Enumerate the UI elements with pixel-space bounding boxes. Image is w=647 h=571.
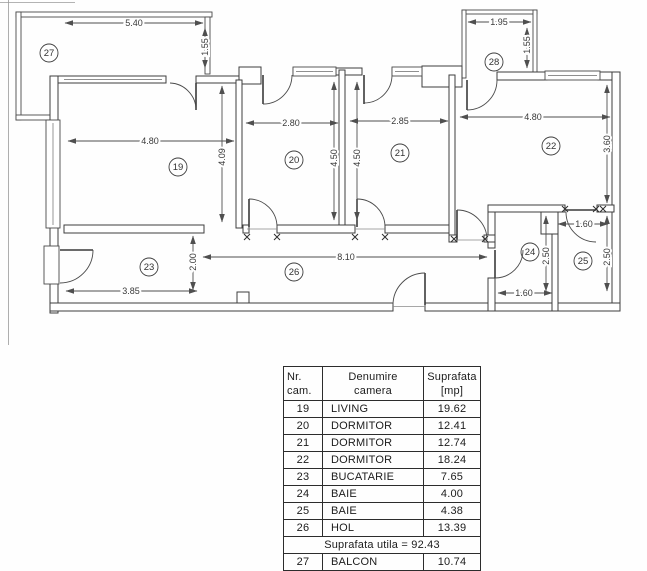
room-name: HOL: [323, 520, 424, 537]
room-area: 4.38: [424, 503, 481, 520]
room-area: 12.74: [424, 435, 481, 452]
svg-text:25: 25: [577, 256, 589, 268]
room-nr: 22: [284, 452, 323, 469]
room-area: 12.41: [424, 418, 481, 435]
area-table: [283, 366, 481, 571]
dim-balc27-width: 5.40: [125, 18, 143, 28]
svg-text:21: 21: [394, 148, 406, 160]
room-area: 13.39: [424, 520, 481, 537]
room-number-21: [391, 144, 409, 162]
svg-text:26: 26: [288, 267, 300, 279]
room-name: DORMITOR: [323, 418, 424, 435]
table-row: [284, 401, 481, 418]
dim-dorm20-width: 2.80: [282, 118, 300, 128]
room-number-28: [485, 53, 503, 71]
room-nr: 26: [284, 520, 323, 537]
header-name-line1: Denumire: [348, 370, 398, 383]
svg-text:22: 22: [545, 141, 557, 153]
room-number-22: [542, 137, 560, 155]
room-nr: 19: [284, 401, 323, 418]
dim-dorm20-depth: 4.50: [329, 149, 339, 167]
table-row: [284, 520, 481, 537]
door-arc-kitchen: [60, 250, 93, 283]
svg-text:28: 28: [488, 57, 500, 69]
room-area: 18.24: [424, 452, 481, 469]
dim-dorm22-width: 4.80: [524, 112, 542, 122]
room-name: LIVING: [323, 401, 424, 418]
room-name: BAIE: [323, 503, 424, 520]
svg-text:27: 27: [43, 48, 55, 60]
door-arc-dorm21-hall: [357, 199, 385, 227]
room-name: DORMITOR: [323, 435, 424, 452]
door-arc-balcony28: [467, 80, 497, 110]
room-name: DORMITOR: [323, 452, 424, 469]
table-row: [284, 486, 481, 503]
header-name-line2: camera: [354, 384, 392, 397]
dim-balc28-width: 1.95: [490, 17, 508, 27]
summary-total-area: Suprafata utila = 92.43: [284, 537, 481, 554]
room-name: BUCATARIE: [323, 469, 424, 486]
room-number-27: [40, 44, 58, 62]
dim-baie24-depth: 2.50: [541, 247, 551, 265]
room-number-25: [574, 252, 592, 270]
dim-kitchen-depth: 2.00: [188, 253, 198, 271]
dim-balc27-depth: 1.55: [200, 38, 210, 56]
table-row: [284, 435, 481, 452]
svg-text:20: 20: [288, 155, 300, 167]
header-area-line2: [mp]: [440, 384, 464, 397]
room-nr: 23: [284, 469, 323, 486]
kitchen-door-frame: [44, 246, 59, 284]
room-name: BAIE: [323, 486, 424, 503]
room-nr: 27: [284, 554, 323, 571]
interior-walls: [64, 70, 614, 311]
dim-baie25-width: 1.60: [575, 219, 593, 229]
dim-living-width: 4.80: [141, 136, 159, 146]
exterior-walls: [50, 66, 620, 313]
room-nr: 20: [284, 418, 323, 435]
room-nr: 21: [284, 435, 323, 452]
table-row: [284, 452, 481, 469]
room-number-26: [285, 263, 303, 281]
dim-kitchen-width: 3.85: [122, 286, 140, 296]
room-nr: 24: [284, 486, 323, 503]
header-area-line1: Suprafata: [427, 370, 477, 383]
dim-baie25-depth: 2.50: [602, 248, 612, 266]
scan-artifacts: [0, 0, 75, 345]
room-nr: 25: [284, 503, 323, 520]
svg-text:19: 19: [172, 162, 184, 174]
dim-hall-width: 8.10: [337, 252, 355, 262]
dim-dorm21-depth: 4.50: [352, 149, 362, 167]
room-name: BALCON: [323, 554, 424, 571]
svg-text:24: 24: [524, 247, 536, 259]
room-area: 7.65: [424, 469, 481, 486]
room-number-24: [521, 243, 539, 261]
table-row: [284, 503, 481, 520]
door-arc-entrance: [393, 273, 425, 305]
room-area: 10.74: [424, 554, 481, 571]
windows: [44, 67, 600, 284]
header-nr-line2: cam.: [287, 384, 312, 397]
dim-dorm22-depth: 3.60: [602, 135, 612, 153]
header-nr-line1: Nr.: [287, 370, 302, 383]
table-row: [284, 469, 481, 486]
table-row-balcon: [284, 554, 481, 571]
table-row: [284, 418, 481, 435]
room-number-23: [140, 258, 158, 276]
room-number-19: [169, 158, 187, 176]
door-arc-baie24: [495, 250, 523, 278]
dim-living-depth: 4.09: [217, 148, 227, 166]
door-arc-dorm20-hall: [249, 199, 277, 227]
dim-dorm21-width: 2.85: [391, 116, 409, 126]
door-arc-living-balcony: [170, 83, 196, 110]
svg-text:23: 23: [143, 262, 155, 274]
balcony-27: [16, 12, 212, 120]
dim-balc28-depth: 1.55: [522, 36, 532, 54]
table-summary-row: [284, 537, 481, 554]
table-header-row: [284, 367, 481, 401]
room-number-20: [285, 151, 303, 169]
door-arc-dorm22-hall: [457, 210, 487, 240]
room-area: 19.62: [424, 401, 481, 418]
door-arc-dorm21-balcony: [364, 75, 392, 103]
room-area: 4.00: [424, 486, 481, 503]
door-arc-dorm20-balcony: [263, 75, 292, 104]
dim-baie24-width: 1.60: [515, 288, 533, 298]
